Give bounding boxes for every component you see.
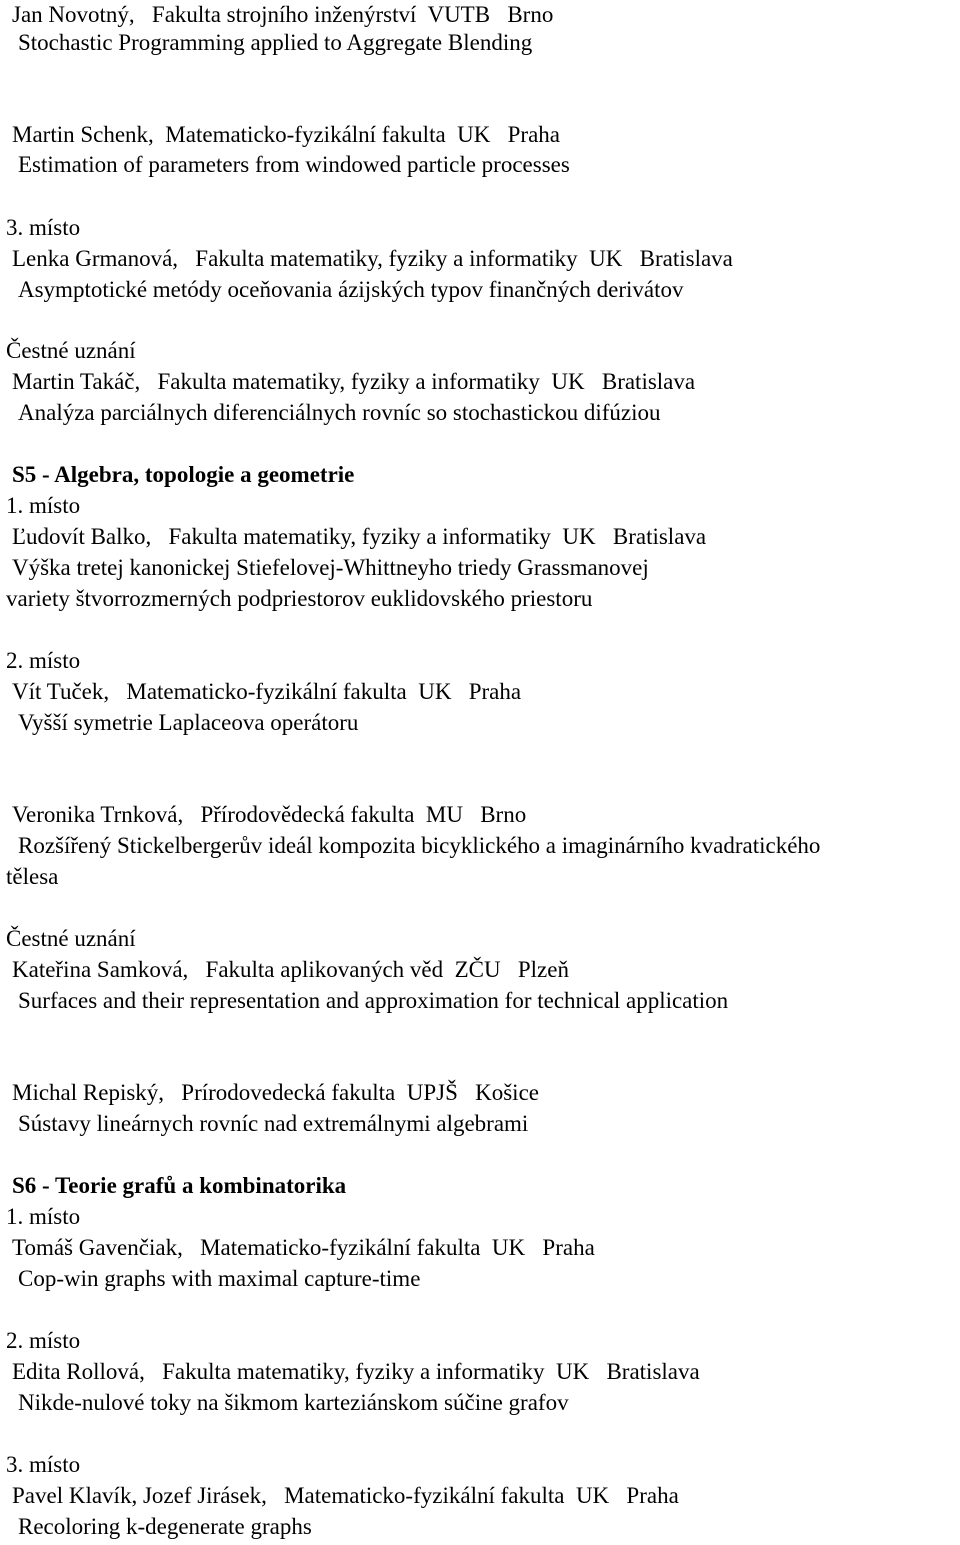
placement-label: 2. místo bbox=[6, 1328, 81, 1353]
entry-author: Pavel Klavík, Jozef Jirásek, Matematicko-fyzikální fakulta UK Praha bbox=[12, 1483, 679, 1508]
entry-title: Rozšířený Stickelbergerův ideál kompozita bicyklického a imaginárního kvadratického bbox=[18, 833, 821, 858]
entry-author: Veronika Trnková, Přírodovědecká fakulta MU Brno bbox=[12, 802, 527, 827]
placement-label: 1. místo bbox=[6, 493, 81, 518]
entry-author: Vít Tuček, Matematicko-fyzikální fakulta UK Praha bbox=[12, 679, 522, 704]
placement-label: 3. místo bbox=[6, 1452, 81, 1477]
entry-title-continuation: variety štvorrozmerných podpriestorov euklidovského priestoru bbox=[6, 586, 593, 611]
entry-title: Stochastic Programming applied to Aggregate Blending bbox=[18, 30, 533, 55]
entry-author: Michal Repiský, Prírodovedecká fakulta UPJŠ Košice bbox=[12, 1080, 539, 1105]
entry-title: Estimation of parameters from windowed particle processes bbox=[18, 152, 570, 177]
entry-title: Vyšší symetrie Laplaceova operátoru bbox=[18, 710, 359, 735]
entry-author: Martin Takáč, Fakulta matematiky, fyziky a informatiky UK Bratislava bbox=[12, 369, 696, 394]
entry-author: Edita Rollová, Fakulta matematiky, fyziky a informatiky UK Bratislava bbox=[12, 1359, 700, 1384]
entry-title: Surfaces and their representation and approximation for technical application bbox=[18, 988, 729, 1013]
entry-title: Sústavy lineárnych rovníc nad extremálnymi algebrami bbox=[18, 1111, 529, 1136]
entry-title: Výška tretej kanonickej Stiefelovej-Whittneyho triedy Grassmanovej bbox=[12, 555, 649, 580]
placement-label: Čestné uznání bbox=[6, 338, 136, 363]
placement-label: 3. místo bbox=[6, 215, 81, 240]
entry-author: Ľudovít Balko, Fakulta matematiky, fyziky a informatiky UK Bratislava bbox=[12, 524, 707, 549]
entry-title: Cop-win graphs with maximal capture-time bbox=[18, 1266, 421, 1291]
entry-author: Jan Novotný, Fakulta strojního inženýrství VUTB Brno bbox=[12, 2, 554, 27]
entry-title-continuation: tělesa bbox=[6, 864, 59, 889]
entry-title: Analýza parciálnych diferenciálnych rovníc so stochastickou difúziou bbox=[18, 400, 661, 425]
placement-label: Čestné uznání bbox=[6, 926, 136, 951]
entry-title: Recoloring k-degenerate graphs bbox=[18, 1514, 312, 1539]
placement-label: 1. místo bbox=[6, 1204, 81, 1229]
section-heading: S6 - Teorie grafů a kombinatorika bbox=[12, 1173, 347, 1198]
entry-title: Asymptotické metódy oceňovania ázijských typov finančných derivátov bbox=[18, 277, 684, 302]
entry-author: Martin Schenk, Matematicko-fyzikální fakulta UK Praha bbox=[12, 122, 561, 147]
entry-title: Nikde-nulové toky na šikmom karteziánskom súčine grafov bbox=[18, 1390, 569, 1415]
placement-label: 2. místo bbox=[6, 648, 81, 673]
entry-author: Tomáš Gavenčiak, Matematicko-fyzikální fakulta UK Praha bbox=[12, 1235, 595, 1260]
section-heading: S5 - Algebra, topologie a geometrie bbox=[12, 462, 355, 487]
entry-author: Kateřina Samková, Fakulta aplikovaných věd ZČU Plzeň bbox=[12, 957, 569, 982]
entry-author: Lenka Grmanová, Fakulta matematiky, fyziky a informatiky UK Bratislava bbox=[12, 246, 733, 271]
